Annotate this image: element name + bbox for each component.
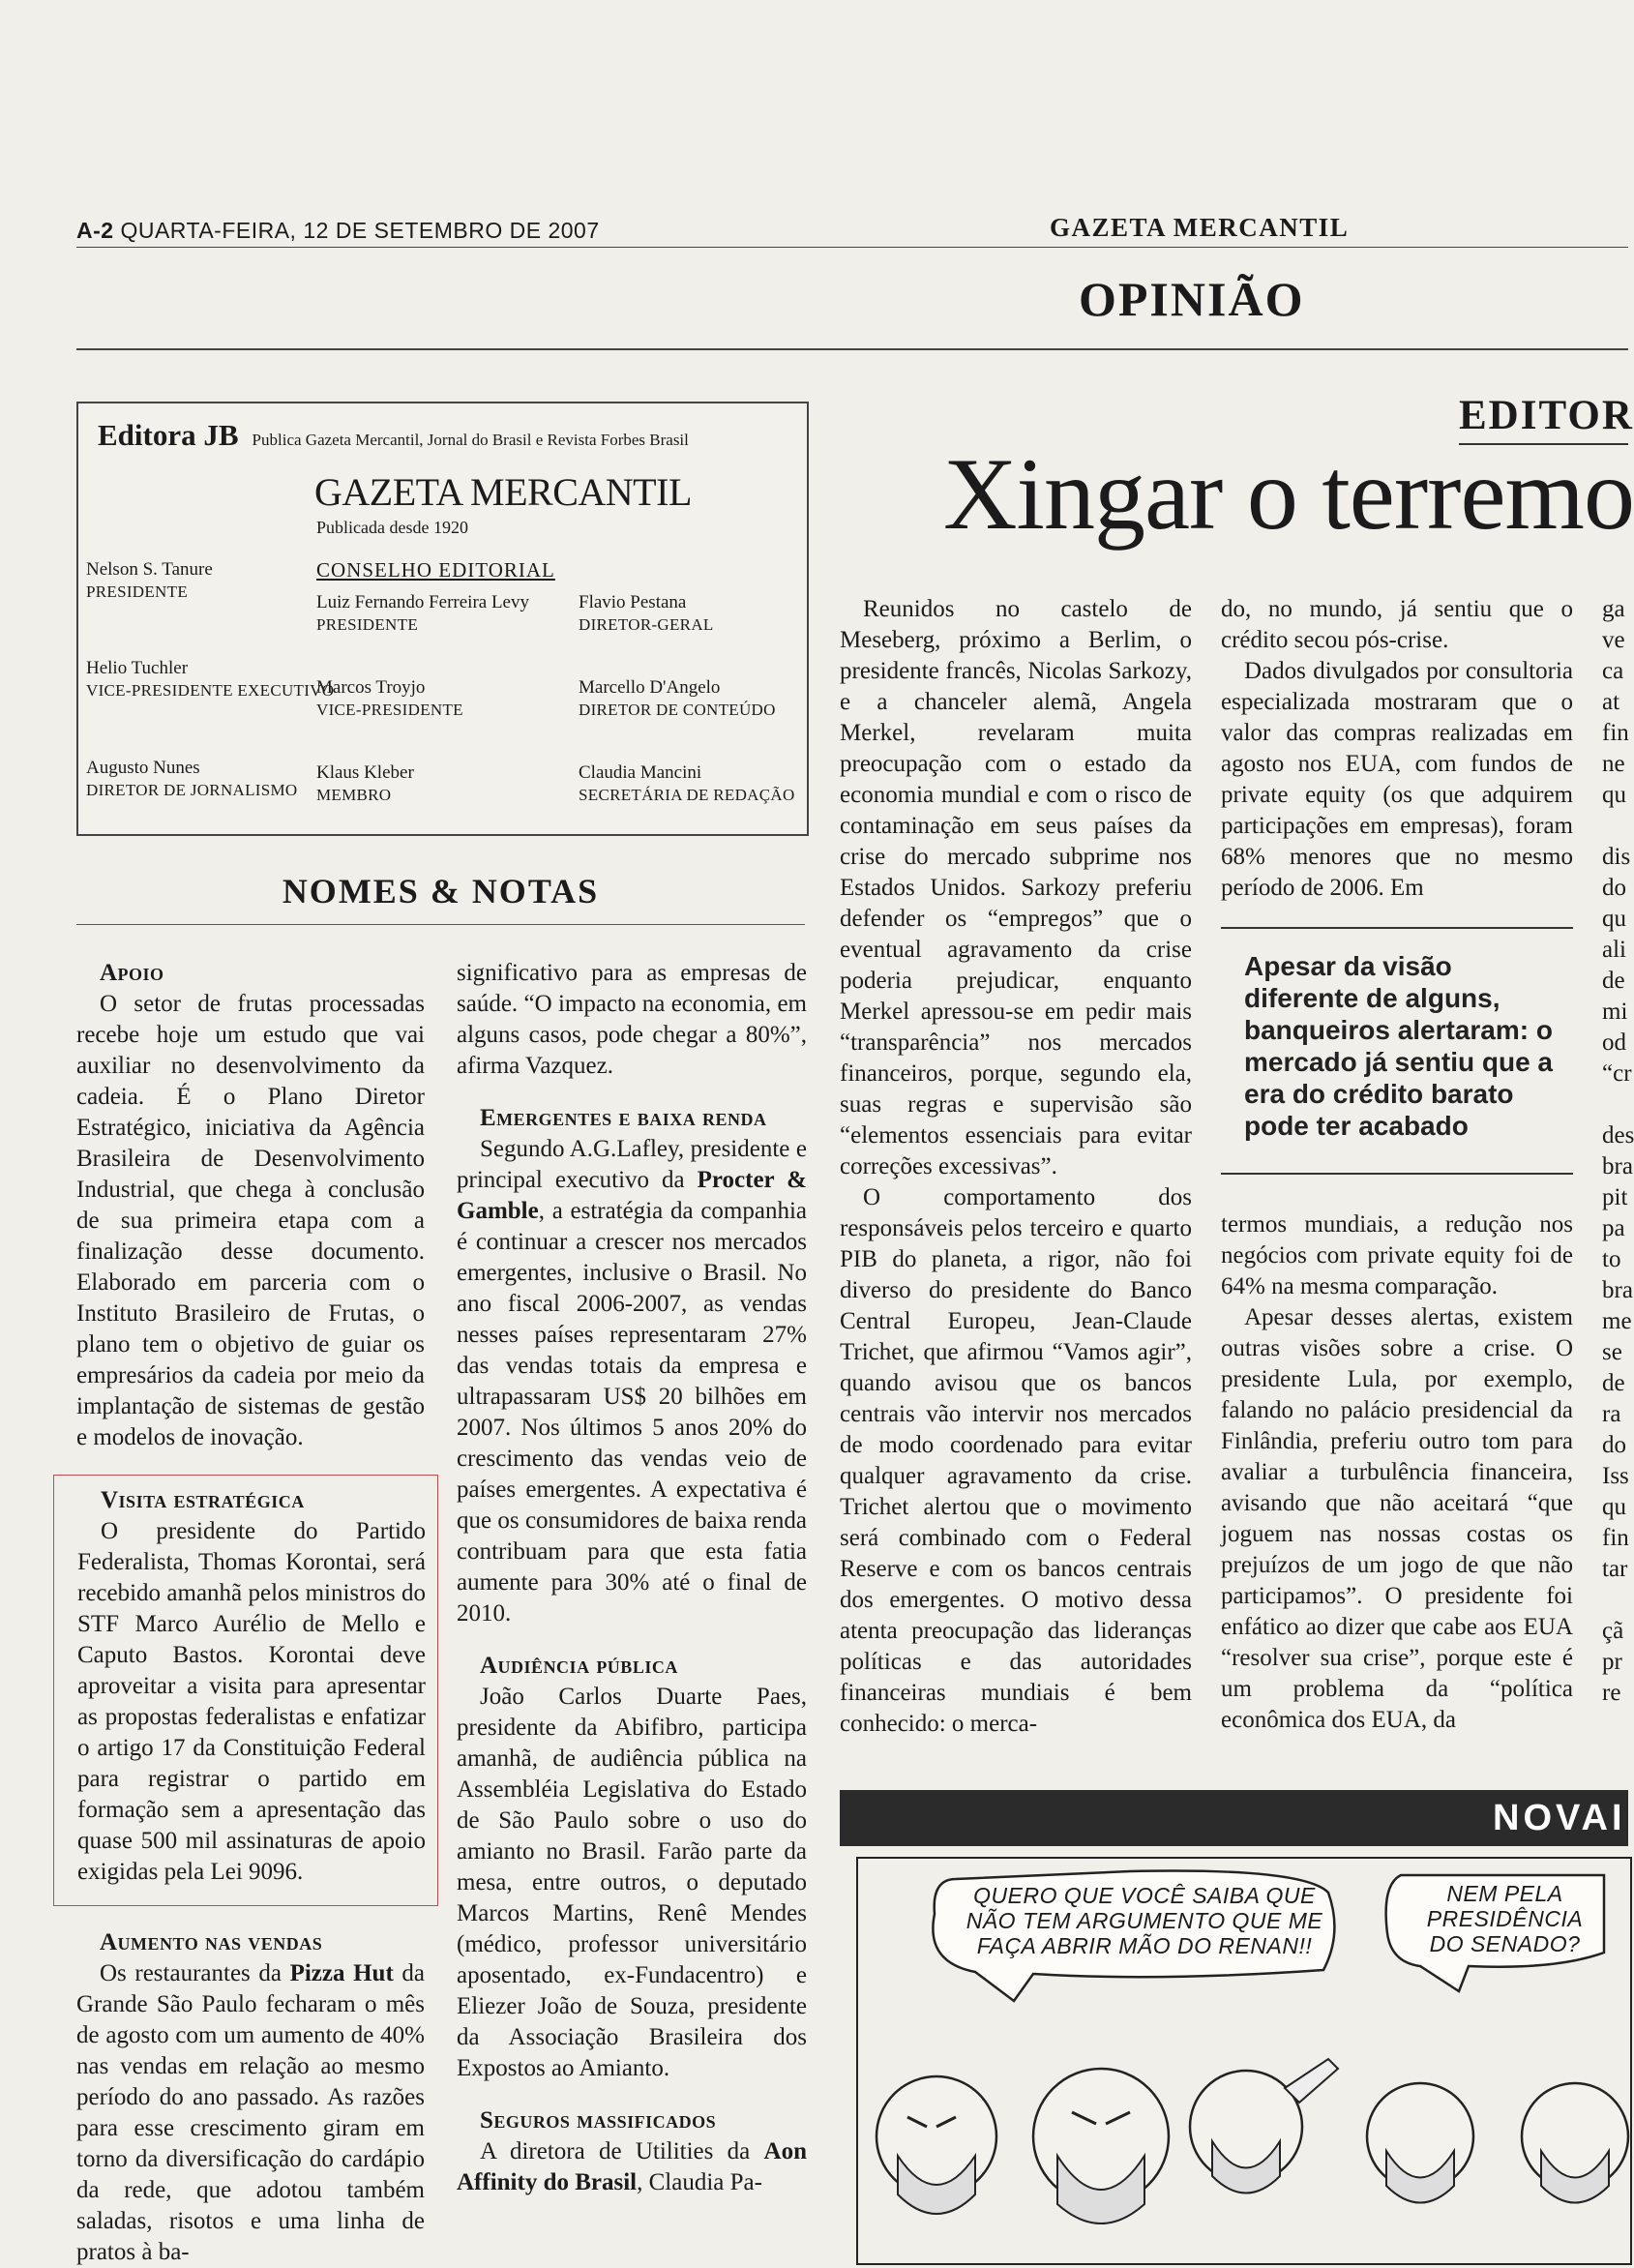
editorial-fragment: at	[1602, 689, 1620, 715]
editorial-column-2-lower	[1221, 1209, 1573, 1736]
council-role: VICE-PRESIDENTE	[316, 701, 463, 719]
editorial-fragment	[1602, 1089, 1631, 1120]
editorial-fragment: to	[1602, 1246, 1621, 1272]
editorial-fragment: qu	[1602, 782, 1626, 808]
council-role: SECRETÁRIA DE REDAÇÃO	[579, 786, 795, 804]
cartoon	[840, 1790, 1628, 2256]
note-seguros	[457, 2136, 807, 2198]
editorial-fragment: ali	[1602, 937, 1626, 963]
highlight-box	[53, 1475, 438, 1906]
editorial-fragment: bra	[1602, 1277, 1633, 1303]
page-ref: A-2	[76, 218, 114, 243]
council-name: Claudia Mancini	[579, 762, 702, 783]
council-member	[316, 676, 463, 721]
editorial-fragment: se	[1602, 1339, 1622, 1365]
note-text: Os restaurantes da	[100, 1960, 290, 1986]
staff-role: VICE-PRESIDENTE EXECUTIVO	[86, 681, 335, 700]
editorial-fragment: dis	[1602, 844, 1631, 870]
pullquote: Apesar da visão diferente de alguns, banqueiros alertaram: o mercado já sentiu que a era do crédito barato pode ter acabado	[1244, 951, 1553, 1141]
editorial-fragment: Iss	[1602, 1463, 1629, 1489]
council-member	[579, 591, 714, 636]
editorial-fragment: pr	[1602, 1649, 1622, 1675]
council-member	[579, 761, 795, 806]
editorial-fragment: ra	[1602, 1401, 1621, 1427]
editorial-fragment: qu	[1602, 906, 1626, 932]
note-continuation: significativo para as empresas de saúde. “O impacto na economia, em alguns casos, pode chegar a 80%”, afirma Vazquez.	[457, 960, 807, 1079]
publisher-line	[98, 418, 689, 453]
council-member	[579, 676, 776, 721]
staff-name: Augusto Nunes	[86, 758, 200, 778]
kicker-seguros: Seguros massificados	[480, 2107, 717, 2134]
editorial-fragment: “cr	[1602, 1060, 1632, 1087]
editorial-paragraph: Reunidos no castelo de Meseberg, próximo a Berlim, o presidente francês, Nicolas Sarkozy, e a chanceler alemã, Angela Merkel, revelaram muita preocupação com o estado da economia mundial e com o risco de contaminação em seus países da crise do mercado subprime nos Estados Unidos. Sarkozy preferiu defender os “empregos” que o eventual agravamento da crise poderia prejudicar, enquanto Merkel apressou-se em pedir mais “transparência” nos mercados financeiros, porque, segundo ela, suas regras e supervisão são “elementos essenciais para evitar correções excessivas”.	[840, 596, 1192, 1179]
notes-heading-rule	[76, 924, 805, 925]
editorial-fragment	[1602, 1585, 1631, 1616]
staff-role: DIRETOR DE JORNALISMO	[86, 781, 298, 799]
publisher-note: Publica Gazeta Mercantil, Jornal do Brasil e Revista Forbes Brasil	[252, 431, 689, 449]
note-emergentes	[457, 1134, 807, 1629]
issue-date: QUARTA-FEIRA, 12 DE SETEMBRO DE 2007	[120, 218, 600, 243]
notes-heading: NOMES & NOTAS	[282, 872, 600, 910]
editorial-fragment: de	[1602, 968, 1625, 994]
editorial-fragment: pa	[1602, 1215, 1625, 1241]
editorial-fragment: çã	[1602, 1618, 1624, 1644]
kicker-audiencia: Audiência pública	[480, 1653, 678, 1679]
masthead-title: GAZETA MERCANTIL	[314, 470, 692, 514]
kicker-emergentes: Emergentes e baixa renda	[480, 1105, 767, 1131]
editorial-paragraph: O comportamento dos responsáveis pelos terceiro e quarto PIB do planeta, a rigor, não foi diverso do presidente do Banco Central Europeu, Jean-Claude Trichet, que afirmou “Vamos agir”, quando avisou que os bancos centrais vão intervir nos mercados de modo coordenado para evitar qualquer agravamento da crise. Trichet alertou que o movimento será combinado com o Federal Reserve e com os bancos centrais dos emergentes. O motivo dessa atenta preocupação das lideranças políticas e das autoridades financeiras mundiais é bem conhecido: o merca-	[840, 1184, 1192, 1737]
council-name: Luiz Fernando Ferreira Levy	[316, 592, 529, 612]
company-name: Aon Affinity do Brasil	[457, 2138, 807, 2195]
editorial-fragment: tar	[1602, 1556, 1628, 1582]
council-heading: CONSELHO EDITORIAL	[316, 558, 555, 582]
editorial-fragment: mi	[1602, 999, 1628, 1025]
publisher-name: Editora JB	[98, 418, 239, 452]
note-audiencia: João Carlos Duarte Paes, presidente da Abifibro, participa amanhã, de audiência pública na Assembléia Legislativa do Estado de São Paulo sobre o uso do amianto no Brasil. Farão parte da mesa, entre outros, o deputado Marcos Martins, Renê Mendes (médico, professor universitário aposentado, ex-Fundacentro) e Eliezer João de Souza, presidente da Associação Brasileira dos Expostos ao Amianto.	[457, 1684, 807, 2081]
editorial-fragment: re	[1602, 1680, 1621, 1706]
cartoon-bubble-right: NEM PELA PRESIDÊNCIA DO SENADO?	[1426, 1881, 1584, 1956]
notes-column-2	[457, 958, 807, 2198]
staff-role: PRESIDENTE	[86, 582, 188, 601]
editorial-fragment: fin	[1602, 720, 1629, 746]
editorial-column-1	[840, 594, 1192, 1740]
council-role: DIRETOR-GERAL	[579, 615, 714, 634]
editorial-fragment: qu	[1602, 1494, 1626, 1520]
council-name: Marcello D'Angelo	[579, 677, 721, 698]
cartoon-bubble-left: QUERO QUE VOCÊ SAIBA QUE NÃO TEM ARGUMENTO QUE ME FAÇA ABRIR MÃO DO RENAN!!	[966, 1883, 1323, 1958]
editorial-paragraph: termos mundiais, a redução nos negócios com private equity foi de 64% na mesma comparação.	[1221, 1211, 1573, 1299]
section-title: OPINIÃO	[1079, 272, 1305, 326]
staff-journalism-director	[86, 757, 298, 801]
note-apoio: O setor de frutas processadas recebe hoje um estudo que vai auxiliar no desenvolvimento da cadeia. É o Plano Diretor Estratégico, iniciativa da Agência Brasileira de Desenvolvimento Industrial, que chega à conclusão de sua primeira etapa com a finalização desse documento. Elaborado em parceria com o Instituto Brasileiro de Frutas, o plano tem o objetivo de guiar os empresários da cadeia por meio da implantação de sistemas de gestão e modelos de inovação.	[76, 991, 425, 1450]
note-text: , a estratégia da companhia é continuar a crescer nos mercados emergentes, inclusive o Brasil. No ano fiscal 2006-2007, as vendas nesses países representaram 27% das vendas totais da empresa e ultrapassaram US$ 20 bilhões em 2007. Nos últimos 5 anos 20% do crescimento das vendas veio de países emergentes. A expectativa é que os consumidores de baixa renda contribuam para que esta fatia aumente para 30% até o final de 2010.	[457, 1198, 807, 1626]
note-aumento	[76, 1958, 425, 2268]
masthead-since: Publicada desde 1920	[316, 518, 468, 537]
editorial-paragraph: Apesar desses alertas, existem outras visões sobre a crise. O presidente Lula, por exemplo, falando no palácio presidencial da Finlândia, preferiu outro tom para avaliar a turbulência financeira, avisando que não aceitará “que joguem nas nossas costas os prejuízos de um jogo de que não participamos”. O presidente foi enfático ao dizer que cabe aos EUA “resolver sua crise”, porque este é um problema da “política econômica dos EUA, da	[1221, 1304, 1573, 1733]
editorial-label: EDITOR	[1459, 393, 1634, 438]
cartoon-banner-title: NOVAI	[1493, 1798, 1626, 1838]
editorial-paragraph: Dados divulgados por consultoria especializada mostraram que o valor das compras realizadas em agosto nos EUA, com fundos de private equity (os que adquirem participações em empresas), foram 68% menores que no mesmo período de 2006. Em	[1221, 658, 1573, 901]
council-name: Flavio Pestana	[579, 592, 687, 612]
council-name: Marcos Troyjo	[316, 677, 426, 698]
staff-name: Helio Tuchler	[86, 658, 189, 678]
editorial-fragment: do	[1602, 875, 1626, 901]
editorial-paragraph: do, no mundo, já sentiu que o crédito secou pós-crise.	[1221, 596, 1573, 653]
council-role: DIRETOR DE CONTEÚDO	[579, 701, 776, 719]
note-text: da Grande São Paulo fecharam o mês de agosto com um aumento de 40% nas vendas em relação ao mesmo período do ano passado. As razões para esse crescimento giram em torno da diversificação do cardápio da rede, que adotou também saladas, risotos e uma linha de pratos à ba-	[76, 1960, 425, 2265]
company-name: Procter & Gamble	[457, 1167, 808, 1224]
kicker-visita: Visita estratégica	[101, 1487, 305, 1513]
note-text: A diretora de Utilities da	[480, 2138, 764, 2164]
kicker-apoio: Apoio	[100, 960, 164, 986]
note-text: Segundo A.G.Lafley, presidente e principal executivo da	[457, 1136, 807, 1193]
council-role: PRESIDENTE	[316, 615, 418, 634]
editorial-fragment: bra	[1602, 1153, 1633, 1179]
council-member	[316, 761, 414, 806]
header-rule-top	[76, 247, 1628, 248]
pullquote-rule-top	[1221, 927, 1573, 929]
editorial-fragment: me	[1602, 1308, 1632, 1334]
editorial-headline: Xingar o terremo	[943, 437, 1634, 551]
note-text: , Claudia Pa-	[637, 2169, 762, 2195]
kicker-aumento: Aumento nas vendas	[100, 1929, 323, 1955]
staff-name: Nelson S. Tanure	[86, 559, 213, 580]
note-visita: O presidente do Partido Federalista, Thomas Korontai, será recebido amanhã pelos ministros do STF Marco Aurélio de Mello e Caputo Bastos. Korontai deve aproveitar a visita para apresentar as propostas federalistas e enfatizar o artigo 17 da Constituição Federal para registrar o partido em formação sem a apresentação das quase 500 mil assinaturas de apoio exigidas pela Lei 9096.	[77, 1518, 426, 1885]
council-name: Klaus Kleber	[316, 762, 414, 783]
editorial-fragment: ca	[1602, 658, 1624, 684]
editorial-fragment: pit	[1602, 1184, 1628, 1210]
notes-column-1	[76, 958, 425, 2268]
editorial-fragment: do	[1602, 1432, 1626, 1458]
editorial-column-3-fragment	[1602, 594, 1634, 1709]
council-role: MEMBRO	[316, 786, 392, 804]
editorial-fragment: od	[1602, 1030, 1626, 1056]
paper-name: GAZETA MERCANTIL	[1050, 213, 1350, 242]
council-member	[316, 591, 529, 636]
page-header-left	[76, 218, 600, 244]
editorial-fragment	[1602, 811, 1631, 842]
masthead-box	[76, 402, 809, 836]
editorial-fragment: ne	[1602, 751, 1625, 777]
editorial-fragment: ga	[1602, 596, 1625, 622]
editorial-fragment: de	[1602, 1370, 1625, 1396]
staff-president	[86, 558, 213, 603]
editorial-fragment: des	[1602, 1122, 1634, 1149]
header-rule-bottom	[76, 348, 1628, 350]
staff-exec-vp	[86, 657, 334, 701]
pullquote-rule-bottom	[1221, 1173, 1573, 1175]
editorial-column-2	[1221, 594, 1573, 904]
editorial-fragment: ve	[1602, 627, 1625, 653]
company-name: Pizza Hut	[289, 1960, 394, 1986]
editorial-fragment: fin	[1602, 1525, 1629, 1551]
